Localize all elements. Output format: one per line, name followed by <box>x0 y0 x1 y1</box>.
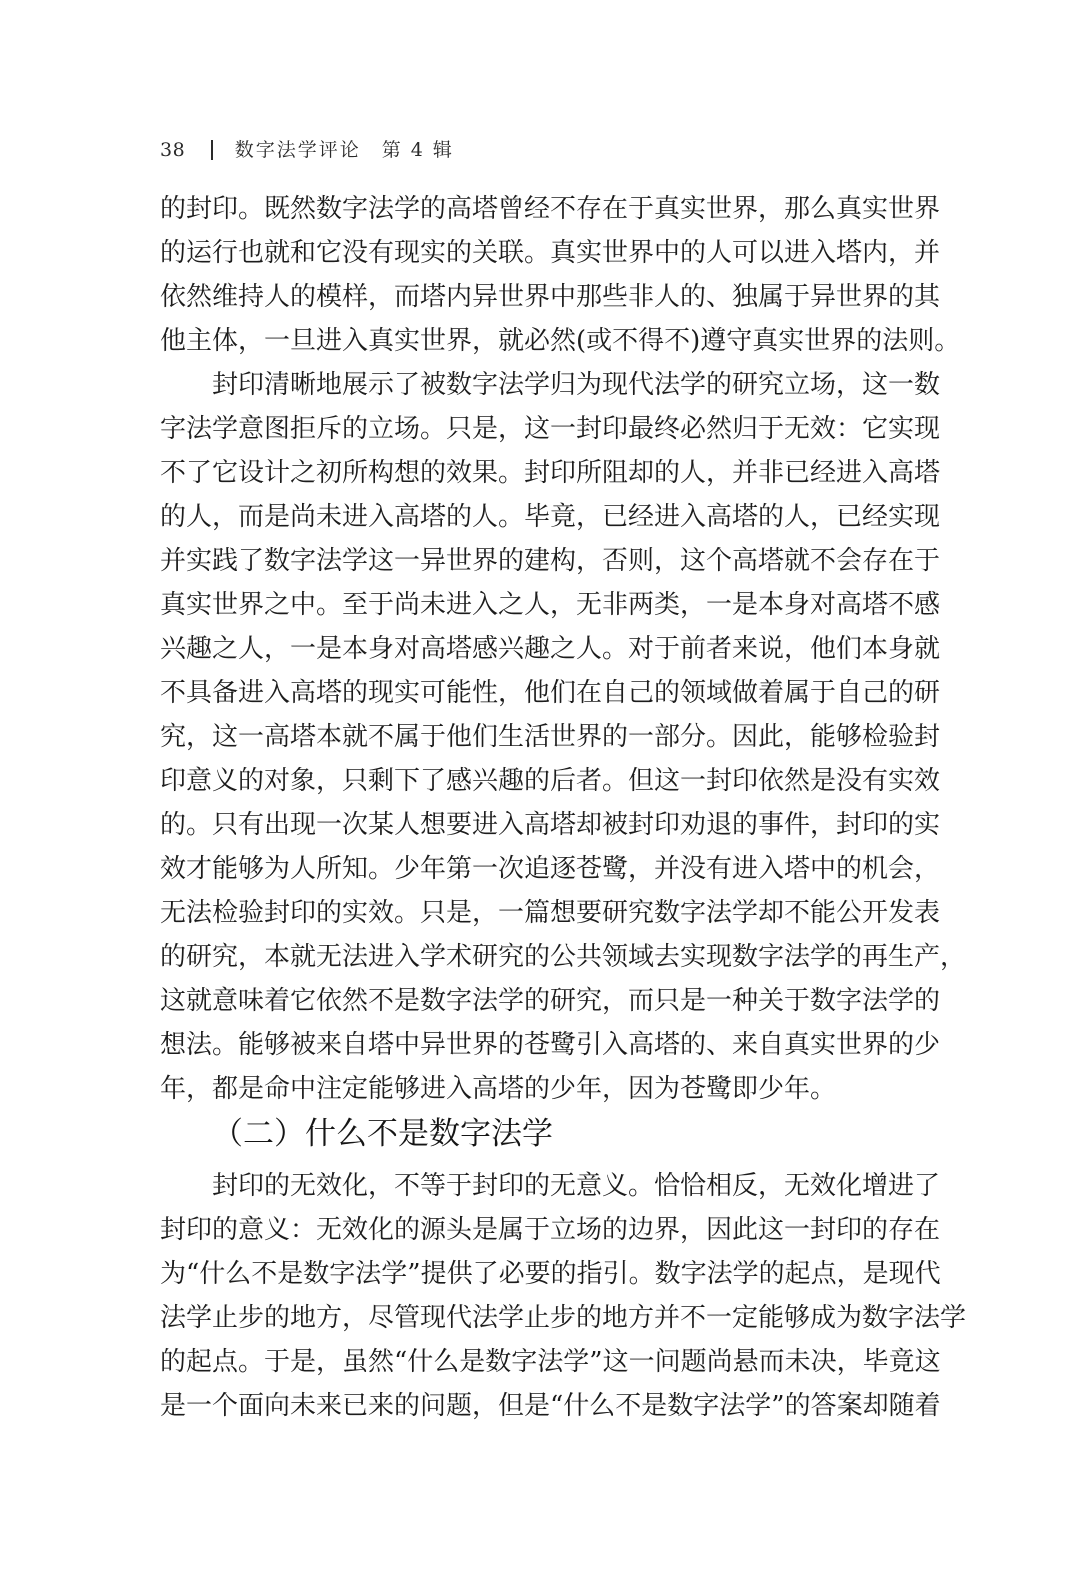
body-line: 年，都是命中注定能够进入高塔的少年，因为苍鹭即少年。 <box>160 1074 837 1104</box>
body-line: 的封印。既然数字法学的高塔曾经不存在于真实世界，那么真实世界 <box>160 194 941 224</box>
body-line: 并实践了数字法学这一异世界的建构，否则，这个高塔就不会存在于 <box>160 546 941 576</box>
journal-title: 数字法学评论 第 4 辑 <box>234 139 454 161</box>
body-line: 印意义的对象，只剩下了感兴趣的后者。但这一封印依然是没有实效 <box>160 766 941 796</box>
paragraph-first-line: 封印的无效化，不等于封印的无意义。恰恰相反，无效化增进了 <box>212 1171 941 1201</box>
paragraph-first-line: 封印清晰地展示了被数字法学归为现代法学的研究立场，这一数 <box>212 370 941 400</box>
body-line: 的研究，本就无法进入学术研究的公共领域去实现数字法学的再生产， <box>160 942 967 972</box>
body-line: 封印的意义：无效化的源头是属于立场的边界，因此这一封印的存在 <box>160 1215 941 1245</box>
body-line: 的人，而是尚未进入高塔的人。毕竟，已经进入高塔的人，已经实现 <box>160 502 941 532</box>
body-line: 不具备进入高塔的现实可能性，他们在自己的领域做着属于自己的研 <box>160 678 941 708</box>
body-line: 法学止步的地方，尽管现代法学止步的地方并不一定能够成为数字法学 <box>160 1303 967 1333</box>
body-line: 究，这一高塔本就不属于他们生活世界的一部分。因此，能够检验封 <box>160 722 941 752</box>
header-divider <box>211 140 213 160</box>
body-line: 真实世界之中。至于尚未进入之人，无非两类，一是本身对高塔不感 <box>160 590 941 620</box>
running-head <box>160 136 454 164</box>
section-heading: （二）什么不是数字法学 <box>212 1116 553 1152</box>
body-line: 依然维持人的模样，而塔内异世界中那些非人的、独属于异世界的其 <box>160 282 941 312</box>
body-line: 为“什么不是数字法学”提供了必要的指引。数字法学的起点，是现代 <box>160 1259 941 1289</box>
body-line: 想法。能够被来自塔中异世界的苍鹭引入高塔的、来自真实世界的少 <box>160 1030 941 1060</box>
body-line: 效才能够为人所知。少年第一次追逐苍鹭，并没有进入塔中的机会， <box>160 854 941 884</box>
body-line: 这就意味着它依然不是数字法学的研究，而只是一种关于数字法学的 <box>160 986 941 1016</box>
body-line: 字法学意图拒斥的立场。只是，这一封印最终必然归于无效：它实现 <box>160 414 941 444</box>
body-line: 的。只有出现一次某人想要进入高塔却被封印劝退的事件，封印的实 <box>160 810 941 840</box>
body-line: 是一个面向未来已来的问题，但是“什么不是数字法学”的答案却随着 <box>160 1391 941 1421</box>
body-line: 兴趣之人，一是本身对高塔感兴趣之人。对于前者来说，他们本身就 <box>160 634 941 664</box>
body-line: 的运行也就和它没有现实的关联。真实世界中的人可以进入塔内，并 <box>160 238 941 268</box>
body-line: 无法检验封印的实效。只是，一篇想要研究数字法学却不能公开发表 <box>160 898 941 928</box>
body-line: 他主体，一旦进入真实世界，就必然(或不得不)遵守真实世界的法则。 <box>160 326 961 356</box>
body-line: 不了它设计之初所构想的效果。封印所阻却的人，并非已经进入高塔 <box>160 458 941 488</box>
body-line: 的起点。于是，虽然“什么是数字法学”这一问题尚悬而未决，毕竟这 <box>160 1347 941 1377</box>
page-number: 38 <box>160 139 186 161</box>
